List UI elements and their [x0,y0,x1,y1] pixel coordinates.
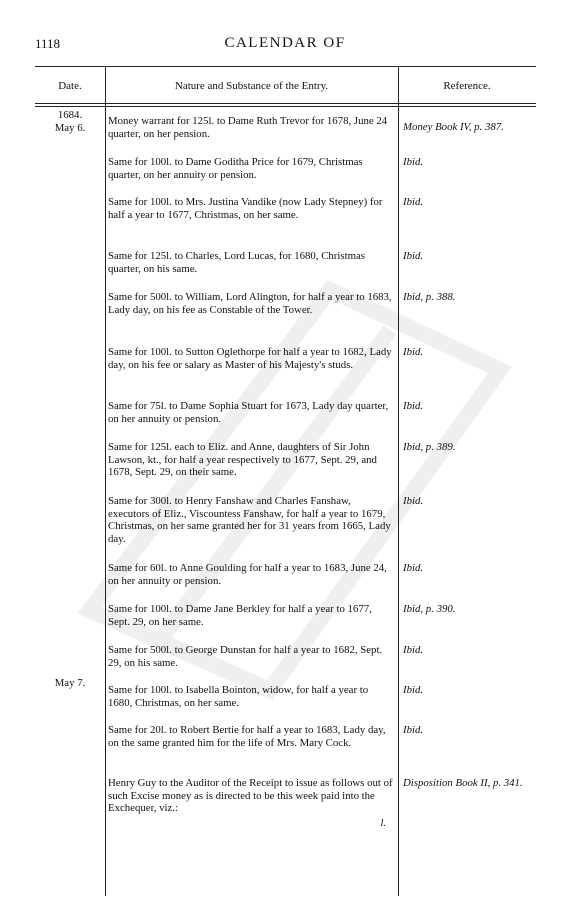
entry-text: Same for 125l. to Charles, Lord Lucas, for 1680, Christmas quarter, on his same. [108,250,365,275]
entry-reference: Ibid. [403,196,424,208]
entry-reference: Ibid. [403,346,424,358]
table-top-rule [35,66,536,67]
running-head: CALENDAR OF [224,35,346,51]
entry-text: Same for 20l. to Robert Bertie for half a year to 1683, Lady day, on the same granted him for the life of Mrs. Mary Cock. [108,724,386,749]
entry-reference: Disposition Book II, p. 341. [403,777,523,789]
entry-reference: Ibid. [403,724,424,736]
entry-reference: Ibid. [403,250,424,262]
entry-date: May 6. [54,122,86,134]
entry-text: Henry Guy to the Auditor of the Receipt to issue as follows out of such Excise money as is directed to be this week paid into the Exchequer, viz.: [108,777,393,815]
entry-text: Same for 500l. to William, Lord Alington, for half a year to 1683, Lady day, on his fee as Constable of the Tower. [108,291,392,316]
entry-reference: Ibid, p. 389. [403,441,456,453]
entry-reference: Ibid. [403,495,424,507]
entry-reference: Ibid, p. 388. [403,291,456,303]
payments-unit: l. [380,818,386,829]
entry-text: Same for 100l. to Dame Goditha Price for 1679, Christmas quarter, on her annuity or pension. [108,156,363,181]
entry-text: Same for 500l. to George Dunstan for half a year to 1682, Sept. 29, on his same. [108,644,383,669]
header-rule [35,103,536,104]
column-header-reference: Reference. [443,80,491,92]
date-column-divider [105,66,106,896]
entry-text: Same for 100l. to Isabella Bointon, widow, for half a year to 1680, Christmas, on her same. [108,684,369,709]
header-rule-double [35,106,536,107]
entry-text: Same for 100l. to Mrs. Justina Vandike (now Lady Stepney) for half a year to 1677, Christmas, on her same. [108,196,383,221]
column-header-date: Date. [58,80,82,92]
entry-reference: Ibid. [403,156,424,168]
entry-text: Same for 125l. each to Eliz. and Anne, daughters of Sir John Lawson, kt., for half a year respectively to 1677, Sept. 29, and 1678, Sept. 29, on their same. [108,441,377,479]
entry-reference: Ibid. [403,644,424,656]
entry-date: May 7. [54,677,86,689]
entry-text: Same for 75l. to Dame Sophia Stuart for 1673, Lady day quarter, on her annuity or pension. [108,400,389,425]
page-number: 1118 [35,36,61,51]
entry-reference: Ibid, p. 390. [403,603,456,615]
entry-text: Same for 100l. to Dame Jane Berkley for half a year to 1677, Sept. 29, on her same. [108,603,372,628]
entry-reference: Ibid. [403,684,424,696]
column-header-nature: Nature and Substance of the Entry. [174,80,329,92]
reference-column-divider [398,66,399,896]
entry-text: Same for 100l. to Sutton Oglethorpe for half a year to 1682, Lady day, on his fee or salary as Master of his Majesty's studs. [108,346,392,371]
entry-text: Money warrant for 125l. to Dame Ruth Trevor for 1678, June 24 quarter, on her pension. [108,115,388,140]
entry-text: Same for 300l. to Henry Fanshaw and Charles Fanshaw, executors of Eliz., Viscountess Fanshaw, for half a year to 1679, Christmas, on her same granted her for 31 years from 1665, Lady day. [108,495,391,545]
entry-reference: Money Book IV, p. 387. [403,121,504,133]
entry-text: Same for 60l. to Anne Goulding for half a year to 1683, June 24, on her annuity or pension. [108,562,387,587]
payments-unit-row [128,818,386,830]
year-label: 1684. [57,109,83,121]
entry-reference: Ibid. [403,562,424,574]
entry-reference: Ibid. [403,400,424,412]
